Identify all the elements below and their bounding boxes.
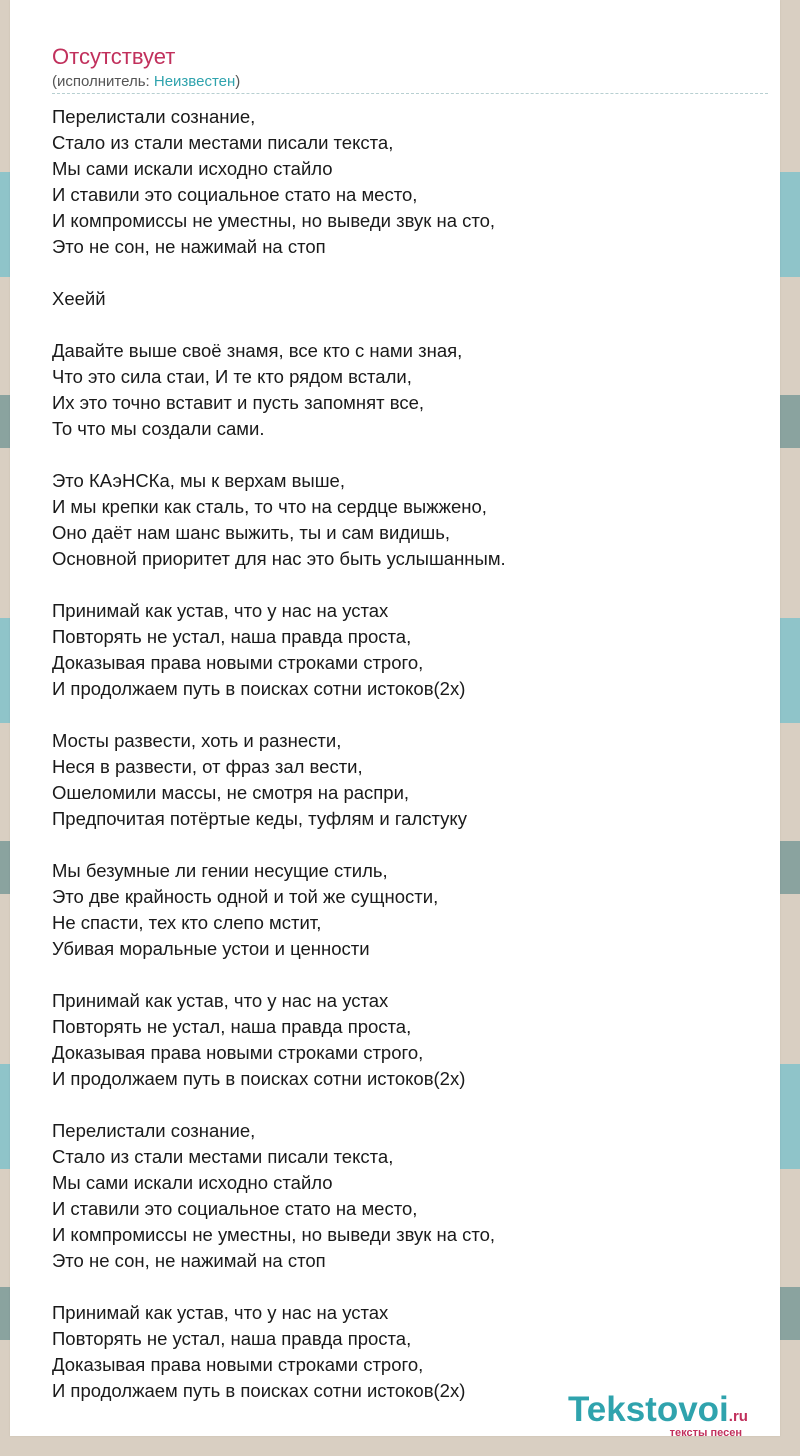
lyric-blank-line (52, 702, 772, 728)
artist-link[interactable]: Неизвестен (153, 73, 236, 90)
lyric-line: Ошеломили массы, не смотря на распри, (52, 782, 410, 803)
logo-tagline: тексты песен (669, 1427, 742, 1439)
lyric-line: Стало из стали местами писали текста, (52, 1146, 394, 1167)
lyric-line: Предпочитая потёртые кеды, туфлям и галстуку (52, 808, 467, 829)
lyric-line: Основной приоритет для нас это быть услышанным. (52, 548, 506, 569)
lyric-line: Это не сон, не нажимай на стоп (52, 1250, 326, 1271)
lyric-line: Принимай как устав, что у нас на устах (52, 600, 389, 621)
lyric-line: Повторять не устал, наша правда проста, (52, 1016, 412, 1037)
lyric-line: Доказывая права новыми строками строго, (52, 1042, 424, 1063)
lyric-line: И компромиссы не уместны, но выведи звук на сто, (52, 210, 496, 231)
lyric-blank-line (52, 260, 772, 286)
lyric-line: Стало из стали местами писали текста, (52, 132, 394, 153)
lyric-line: И продолжаем путь в поисках сотни истоков(2х) (52, 1380, 466, 1401)
lyric-line: Перелистали сознание, (52, 106, 256, 127)
lyric-line: Мы безумные ли гении несущие стиль, (52, 860, 388, 881)
lyric-line: Это две крайность одной и той же сущности, (52, 886, 439, 907)
logo-tld: .ru (728, 1408, 748, 1425)
lyric-blank-line (52, 442, 772, 468)
lyric-line: Хеейй (52, 288, 106, 309)
song-title: Отсутствует (52, 44, 176, 69)
lyric-line: И продолжаем путь в поисках сотни истоков(2х) (52, 1068, 466, 1089)
artist-prefix: (исполнитель: (52, 73, 154, 90)
lyric-line: Доказывая права новыми строками строго, (52, 1354, 424, 1375)
lyric-blank-line (52, 1092, 772, 1118)
lyric-line: Повторять не устал, наша правда проста, (52, 1328, 412, 1349)
lyric-line: Убивая моральные устои и ценности (52, 938, 370, 959)
lyric-line: Оно даёт нам шанс выжить, ты и сам видишь, (52, 522, 451, 543)
artist-suffix: ) (235, 73, 241, 90)
lyric-blank-line (52, 312, 772, 338)
lyric-blank-line (52, 832, 772, 858)
lyric-line: Их это точно вставит и пусть запомнят все, (52, 392, 425, 413)
lyric-line: Что это сила стаи, И те кто рядом встали, (52, 366, 412, 387)
lyric-blank-line (52, 1274, 772, 1300)
lyric-line: И мы крепки как сталь, то что на сердце выжжено, (52, 496, 487, 517)
lyric-line: Неся в развести, от фраз зал вести, (52, 756, 363, 777)
lyric-line: Принимай как устав, что у нас на устах (52, 990, 389, 1011)
lyric-line: И ставили это социальное стато на место, (52, 184, 418, 205)
lyric-line: Повторять не устал, наша правда проста, (52, 626, 412, 647)
lyric-line: Принимай как устав, что у нас на устах (52, 1302, 389, 1323)
lyric-line: Перелистали сознание, (52, 1120, 256, 1141)
lyrics-card (10, 0, 780, 1436)
lyric-line: Мосты развести, хоть и разнести, (52, 730, 342, 751)
site-logo[interactable] (568, 1390, 778, 1440)
artist-line (52, 73, 240, 91)
lyric-blank-line (52, 572, 772, 598)
lyric-line: И компромиссы не уместны, но выведи звук на сто, (52, 1224, 496, 1245)
lyric-line: И продолжаем путь в поисках сотни истоков(2х) (52, 678, 466, 699)
lyric-line: И ставили это социальное стато на место, (52, 1198, 418, 1219)
lyric-line: Доказывая права новыми строками строго, (52, 652, 424, 673)
title-divider (52, 93, 768, 94)
lyric-line: Это КАэНСКа, мы к верхам выше, (52, 470, 345, 491)
lyrics-text (52, 104, 772, 1404)
lyric-line: Давайте выше своё знамя, все кто с нами зная, (52, 340, 463, 361)
lyric-line: Мы сами искали исходно стайло (52, 158, 333, 179)
lyric-line: Это не сон, не нажимай на стоп (52, 236, 326, 257)
logo-main-text: Tekstovoi (568, 1390, 729, 1429)
lyric-blank-line (52, 962, 772, 988)
lyric-line: Мы сами искали исходно стайло (52, 1172, 333, 1193)
lyric-line: Не спасти, тех кто слепо мстит, (52, 912, 322, 933)
lyric-line: То что мы создали сами. (52, 418, 265, 439)
